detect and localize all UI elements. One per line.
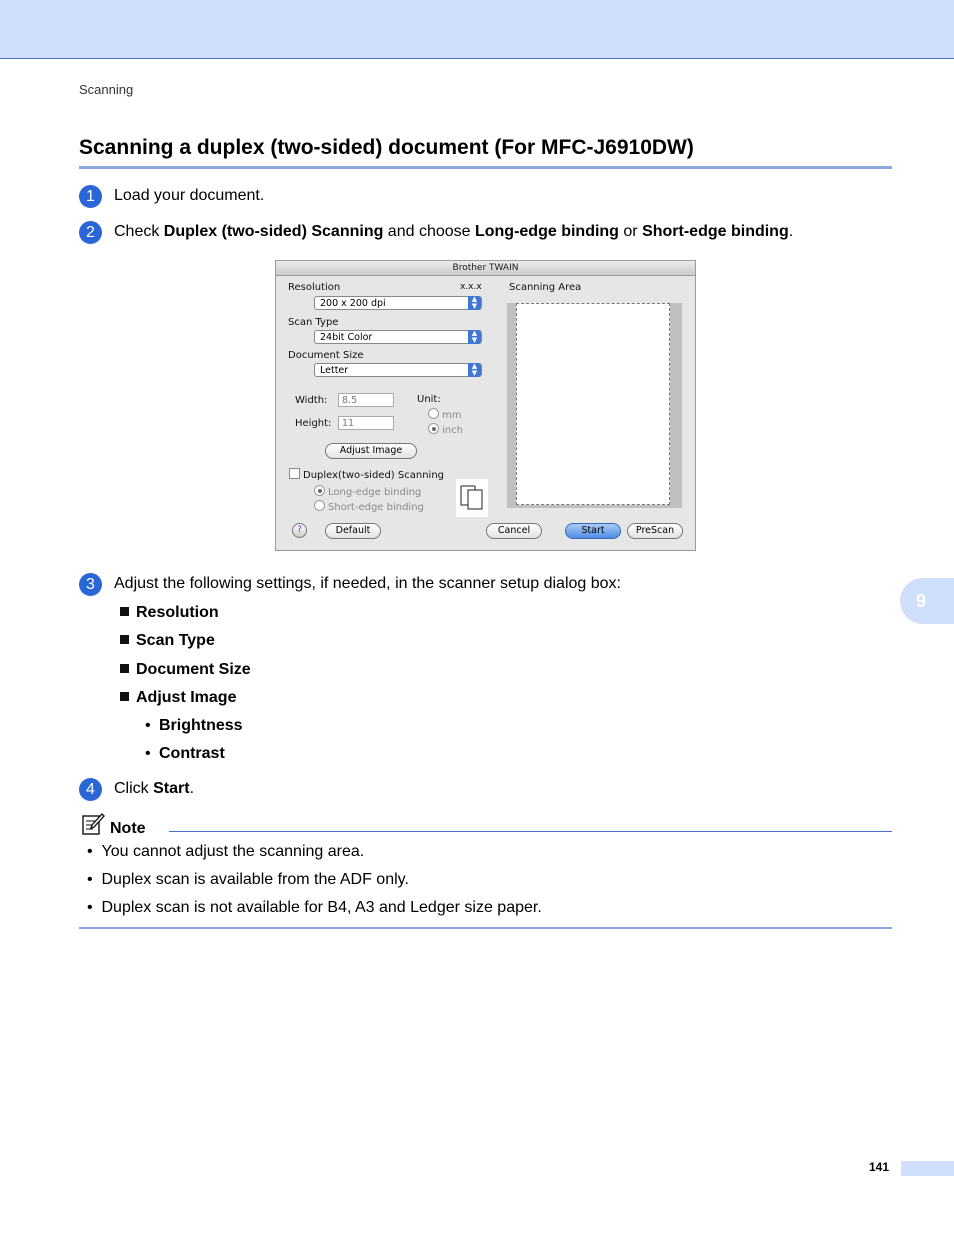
square-bullet-icon [120,664,129,673]
checkbox-icon [289,468,300,479]
height-input[interactable]: 11 [338,416,394,430]
list-item: Scan Type [120,632,215,650]
step-text: Click Start. [114,780,195,797]
start-button[interactable]: Start [565,523,621,539]
header-band [0,0,954,59]
scan-type-label: Scan Type [288,317,339,328]
help-icon[interactable]: ? [292,523,307,538]
page-number: 141 [869,1160,890,1174]
step-number: 2 [79,221,102,244]
step-text: Load your document. [114,187,265,204]
document-size-label: Document Size [288,350,364,361]
list-item: • You cannot adjust the scanning area. [87,843,365,860]
resolution-select[interactable]: 200 x 200 dpi ▲ ▼ [314,296,482,310]
step-text: Adjust the following settings, if needed, in the scanner setup dialog box: [114,575,621,592]
brother-twain-dialog [275,260,696,551]
height-label: Height: [295,418,332,429]
step-text: Check Duplex (two-sided) Scanning and choose Long-edge binding or Short-edge binding. [114,223,794,240]
bullet-icon: • [145,745,151,762]
note-title: Note [110,820,146,837]
prescan-button[interactable]: PreScan [627,523,683,539]
scan-type-select[interactable]: 24bit Color ▲ ▼ [314,330,482,344]
step-number: 3 [79,573,102,596]
duplex-pages-icon [456,479,488,517]
unit-mm-radio[interactable]: mm [428,408,461,421]
square-bullet-icon [120,607,129,616]
duplex-checkbox[interactable]: Duplex(two-sided) Scanning [289,468,444,481]
breadcrumb: Scanning [79,82,134,97]
scanning-area-preview [516,303,670,505]
list-item: • Brightness [145,717,243,734]
scanning-area-label: Scanning Area [509,282,582,293]
note-pencil-icon [81,812,105,836]
long-edge-radio[interactable]: Long-edge binding [314,485,421,498]
list-item: • Duplex scan is available from the ADF only. [87,871,409,888]
adjust-image-button[interactable]: Adjust Image [325,443,417,459]
version-label: x.x.x [460,282,482,292]
width-label: Width: [295,395,328,406]
step-number: 1 [79,185,102,208]
resolution-label: Resolution [288,282,341,293]
default-button[interactable]: Default [325,523,381,539]
dialog-title: Brother TWAIN [276,261,695,276]
cancel-button[interactable]: Cancel [486,523,542,539]
list-item: Adjust Image [120,689,236,707]
unit-label: Unit: [417,394,441,405]
unit-inch-radio[interactable]: inch [428,423,463,436]
square-bullet-icon [120,635,129,644]
radio-icon [314,500,325,511]
list-item: • Duplex scan is not available for B4, A3 and Ledger size paper. [87,899,542,916]
page-number-bar [901,1161,954,1176]
chapter-tab: 9 [900,578,954,624]
title-rule [79,166,892,169]
note-bottom-rule [79,927,892,929]
list-item: • Contrast [145,745,225,762]
radio-icon [428,408,439,419]
step-number: 4 [79,778,102,801]
square-bullet-icon [120,692,129,701]
list-item: Resolution [120,604,219,622]
select-arrows-icon: ▲ ▼ [468,363,481,377]
radio-selected-icon [428,423,439,434]
page-title: Scanning a duplex (two-sided) document (For MFC-J6910DW) [79,136,694,159]
width-input[interactable]: 8.5 [338,393,394,407]
select-arrows-icon: ▲ ▼ [468,330,481,344]
list-item: Document Size [120,661,251,679]
radio-selected-icon [314,485,325,496]
document-size-select[interactable]: Letter ▲ ▼ [314,363,482,377]
select-arrows-icon: ▲ ▼ [468,296,481,310]
short-edge-radio[interactable]: Short-edge binding [314,500,424,513]
bullet-icon: • [145,717,151,734]
note-rule [169,831,892,832]
